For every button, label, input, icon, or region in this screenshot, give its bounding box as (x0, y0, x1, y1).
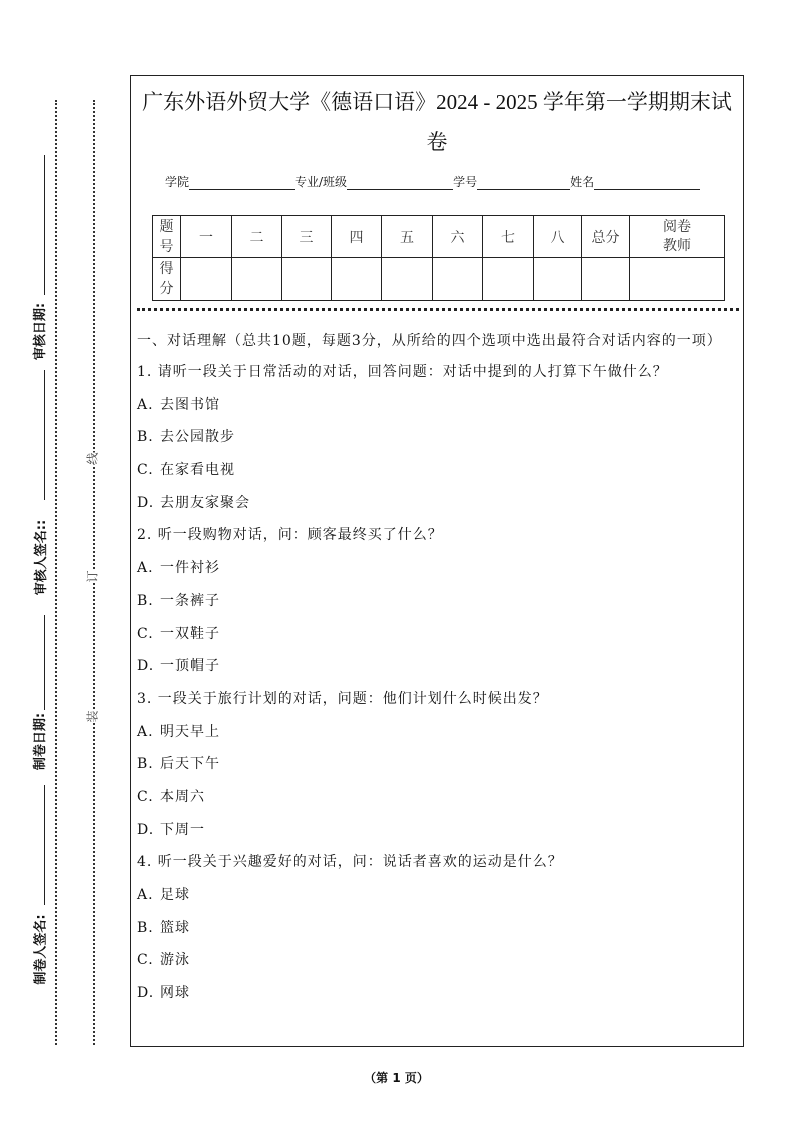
option-letter: A. (137, 396, 154, 413)
option-item (137, 389, 737, 422)
option-letter: B. (137, 592, 154, 609)
reviewer-sign-label: 审核人签名:: (34, 519, 50, 596)
option-text: 网球 (160, 985, 190, 1002)
option-letter: C. (137, 625, 154, 642)
score-cell[interactable] (282, 258, 332, 301)
name-blank[interactable] (594, 177, 700, 190)
col-3: 三 (282, 216, 332, 258)
option-item (137, 650, 737, 683)
question-number-row (153, 216, 725, 258)
option-letter: A. (137, 560, 154, 577)
score-table (152, 215, 725, 301)
option-item (137, 977, 737, 1010)
grader-label-line: 教师 (663, 237, 691, 254)
option-item (137, 781, 737, 814)
question-4: 4. 听一段关于兴趣爱好的对话，问：说话者喜欢的运动是什么？ (137, 854, 563, 871)
maker-sign-label: 制卷人签名: (33, 914, 49, 985)
option-text: 足球 (160, 887, 190, 903)
make-date-line (44, 615, 45, 710)
score-row (153, 258, 725, 301)
col-1: 一 (181, 216, 232, 258)
row-label-char: 得 (159, 261, 174, 277)
option-letter: C. (137, 462, 154, 479)
college-blank[interactable] (189, 177, 295, 190)
field-label-name: 姓名 (570, 175, 595, 189)
option-letter: B. (137, 756, 154, 773)
option-text: 篮球 (160, 919, 190, 936)
grader-label-line: 阅卷 (663, 218, 691, 235)
student-id-blank[interactable] (477, 177, 570, 190)
option-text: 去朋友家聚会 (160, 494, 250, 511)
row-label-question (153, 216, 181, 258)
score-cell[interactable] (433, 258, 483, 301)
binding-char-zhuang: 装 (85, 710, 100, 723)
make-date-label: 制卷日期: (33, 712, 49, 771)
option-text: 下周一 (160, 821, 205, 838)
col-2: 二 (232, 216, 282, 258)
row-label-char: 号 (159, 238, 174, 255)
option-letter: D. (137, 494, 155, 511)
option-text: 明天早上 (160, 723, 220, 740)
option-item (137, 716, 737, 749)
col-4: 四 (332, 216, 382, 258)
binding-dotted-line-outer (55, 100, 57, 1045)
score-cell[interactable] (332, 258, 382, 301)
row-label-char: 题 (159, 218, 174, 235)
col-7: 七 (483, 216, 534, 258)
option-text: 一双鞋子 (160, 625, 220, 642)
option-text: 一件衬衫 (160, 560, 220, 577)
section-heading: 一、对话理解（总共10题，每题3分，从所给的四个选项中选出最符合对话内容的一项） (137, 333, 722, 349)
col-6: 六 (433, 216, 483, 258)
option-letter: B. (137, 919, 154, 936)
option-item (137, 552, 737, 585)
field-label-college: 学院 (165, 175, 190, 189)
option-item (137, 421, 737, 454)
col-5: 五 (382, 216, 433, 258)
option-item (137, 618, 737, 651)
question-section (137, 331, 737, 1010)
option-item (137, 585, 737, 618)
major-class-blank[interactable] (347, 177, 453, 190)
option-text: 去图书馆 (160, 396, 220, 413)
option-item (137, 944, 737, 977)
option-letter: C. (137, 788, 154, 805)
score-cell-total[interactable] (582, 258, 630, 301)
maker-sign-line (44, 785, 45, 905)
section-divider (137, 308, 739, 311)
col-total: 总分 (582, 216, 630, 258)
col-8: 八 (534, 216, 582, 258)
option-text: 去公园散步 (160, 429, 235, 446)
exam-title: 广东外语外贸大学《德语口语》2024 - 2025 学年第一学期期末试 (142, 90, 732, 114)
option-item (137, 454, 737, 487)
option-letter: D. (137, 821, 155, 838)
field-label-major: 专业/班级 (295, 175, 348, 189)
score-cell[interactable] (534, 258, 582, 301)
binding-char-xian: 线 (85, 452, 100, 465)
field-label-student-id: 学号 (453, 175, 478, 189)
option-item (137, 748, 737, 781)
option-item (137, 814, 737, 847)
question-1: 1. 请听一段关于日常活动的对话，回答问题：对话中提到的人打算下午做什么？ (137, 364, 668, 380)
score-cell[interactable] (483, 258, 534, 301)
option-letter: C. (137, 952, 154, 969)
option-text: 游泳 (160, 952, 190, 969)
option-item (137, 912, 737, 945)
exam-title-cont: 卷 (426, 130, 448, 154)
option-text: 在家看电视 (160, 462, 235, 479)
question-3: 3. 一段关于旅行计划的对话，问题：他们计划什么时候出发？ (137, 690, 548, 707)
review-date-line (44, 155, 45, 295)
score-cell[interactable] (382, 258, 433, 301)
option-letter: D. (137, 985, 155, 1002)
student-info-fields (165, 173, 700, 190)
score-cell-grader[interactable] (630, 258, 725, 301)
option-item (137, 879, 737, 912)
option-text: 一顶帽子 (160, 658, 220, 675)
option-letter: D. (137, 658, 155, 675)
option-letter: A. (137, 887, 154, 903)
question-2: 2. 听一段购物对话，问：顾客最终买了什么？ (137, 527, 443, 544)
option-text: 一条裤子 (160, 592, 220, 609)
review-date-label: 审核日期: (33, 302, 49, 361)
binding-char-ding: 订 (85, 570, 100, 583)
score-cell[interactable] (181, 258, 232, 301)
score-cell[interactable] (232, 258, 282, 301)
option-item (137, 487, 737, 520)
page-number: （第 1 页） (364, 1071, 429, 1085)
row-label-score (153, 258, 181, 301)
option-text: 本周六 (160, 788, 205, 805)
option-text: 后天下午 (160, 756, 220, 773)
option-letter: A. (137, 723, 154, 740)
reviewer-sign-line (44, 370, 45, 500)
row-label-char: 分 (159, 281, 174, 297)
col-grader (630, 216, 725, 258)
option-letter: B. (137, 429, 154, 446)
